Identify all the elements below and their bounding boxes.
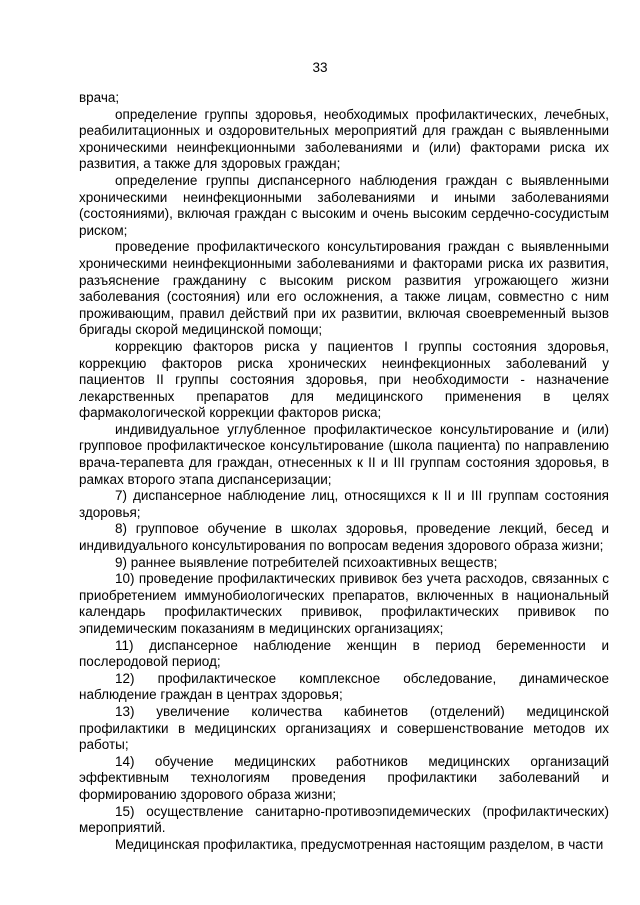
paragraph-risk-correction: коррекцию факторов риска у пациентов I группы состояния здоровья, коррекцию факторов риска хронических неинфекционных заболеваний у пациентов II группы состояния здоровья, при необходимости - назначение лекарственных препаратов для медицинского применения в целях фармакологической коррекции факторов риска; — [79, 338, 609, 421]
paragraph-dispensary-group: определение группы диспансерного наблюдения граждан с выявленными хроническими неинфекционными заболеваниями и иными заболеваниями (состояниями), включая граждан с высоким и очень высоким сердечно-сосудистым риском; — [79, 172, 609, 238]
list-item-13: 13) увеличение количества кабинетов (отделений) медицинской профилактики в медицинских организациях и совершенствование методов их работы; — [79, 703, 609, 753]
paragraph-medical-prevention: Медицинская профилактика, предусмотренная настоящим разделом, в части — [115, 836, 604, 852]
paragraph-health-group: определение группы здоровья, необходимых профилактических, лечебных, реабилитационных и оздоровительных мероприятий для граждан с выявленными хроническими неинфекционными заболеваниями и (или) факторами риска их развития, а также для здоровых граждан; — [79, 106, 609, 172]
list-item-9: 9) раннее выявление потребителей психоактивных веществ; — [115, 554, 498, 570]
list-item-7: 7) диспансерное наблюдение лиц, относящихся к II и III группам состояния здоровья; — [79, 488, 609, 520]
list-item-12: 12) профилактическое комплексное обследование, динамическое наблюдение граждан в центрах здоровья; — [79, 670, 609, 703]
list-item-15: 15) осуществление санитарно-противоэпидемических (профилактических) мероприятий. — [79, 803, 609, 836]
list-item-11: 11) диспансерное наблюдение женщин в период беременности и послеродовой период; — [79, 637, 609, 670]
list-item-14: 14) обучение медицинских работников медицинских организаций эффективным технологиям проведения профилактики заболеваний и формированию здорового образа жизни; — [79, 753, 609, 802]
list-item-8: 8) групповое обучение в школах здоровья, проведение лекций, бесед и индивидуального консультирования по вопросам ведения здорового образа жизни; — [79, 521, 609, 554]
page-number: 33 — [312, 60, 328, 75]
document-body — [79, 90, 609, 853]
list-item-10: 10) проведение профилактических прививок без учета расходов, связанных с приобретением иммунобиологических препаратов, включенных в национальный календарь профилактических прививок, профилактических прививок по эпидемическим показаниям в медицинских организациях; — [79, 571, 609, 636]
paragraph-preventive-counseling: проведение профилактического консультирования граждан с выявленными хроническими неинфекционными заболеваниями и факторами риска их развития, разъяснение гражданину с высоким риском развития угрожающего жизни заболевания (состояния) или его осложнения, а также лицам, совместно с ним проживающим, правил действий при их развитии, включая своевременный вызов бригады скорой медицинской помощи; — [79, 239, 609, 338]
paragraph-continuation: врача; — [79, 90, 120, 105]
paragraph-in-depth-counseling: индивидуальное углубленное профилактическое консультирование и (или) групповое профилактическое консультирование (школа пациента) по направлению врача-терапевта для граждан, отнесенных к II и III группам состояния здоровья, в рамках второго этапа диспансеризации; — [79, 421, 609, 487]
